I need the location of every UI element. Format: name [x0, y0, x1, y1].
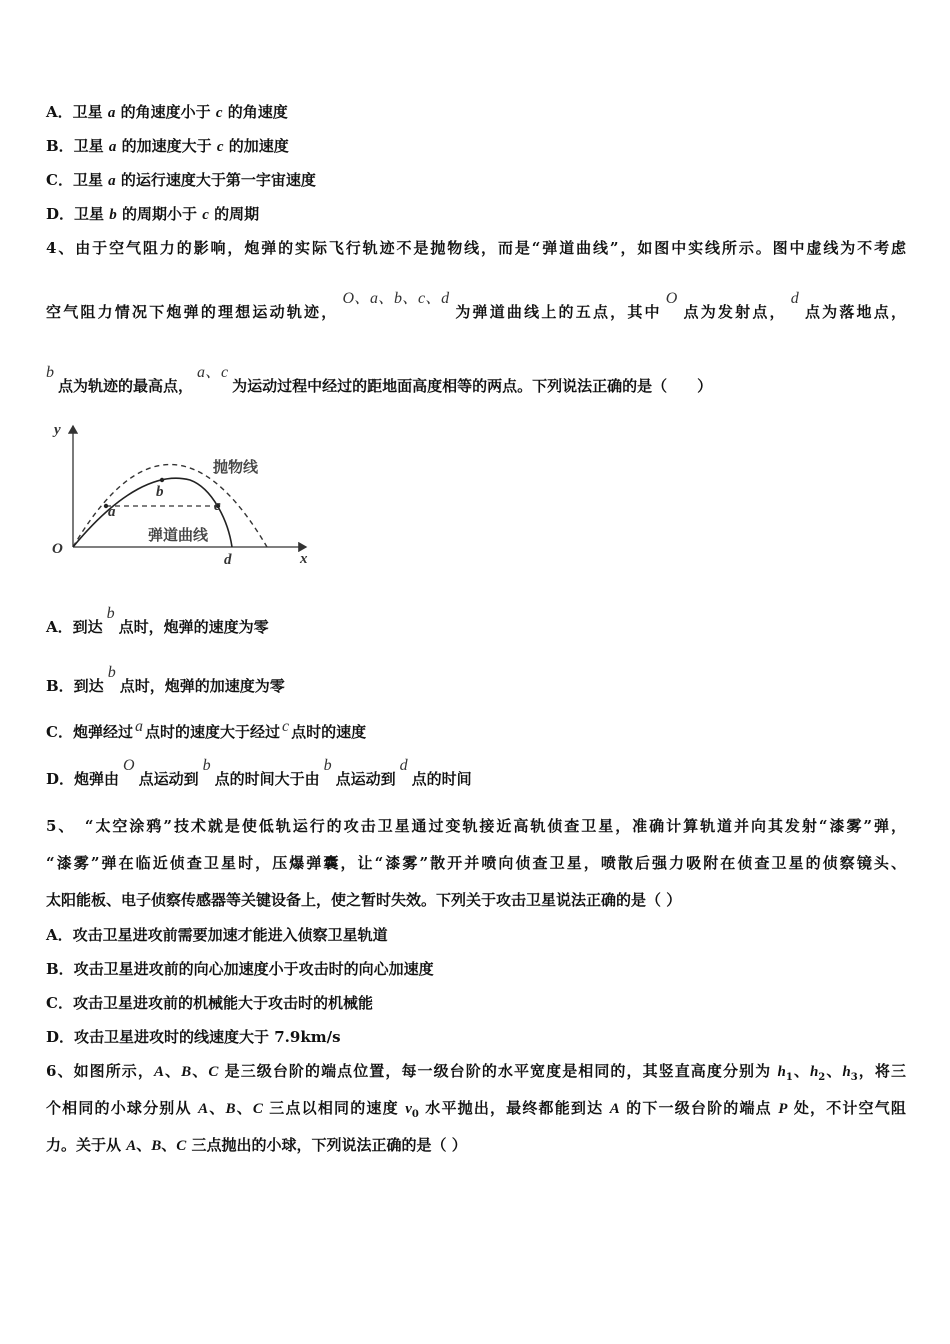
q5-option-c: C．攻击卫星进攻前的机械能大于攻击时的机械能 — [46, 994, 373, 1012]
axis-x-label: x — [300, 551, 308, 567]
q5-stem-line-1: 5、 “太空涂鸦”技术就是使低轨运行的攻击卫星通过变轨接近高轨侦查卫星，准确计算轨道并向其发射“漆雾”弹， — [46, 817, 906, 835]
trajectory-figure — [40, 420, 330, 580]
point-a-label: a — [108, 504, 116, 520]
point-b-label: b — [156, 484, 164, 500]
q4-option-d: D．炮弹由O点运动到b点的时间大于由b点运动到d点的时间 — [46, 757, 472, 788]
q4-option-c: C．炮弹经过 a 点时的速度大于经过 c 点时的速度 — [46, 718, 367, 741]
q4-stem-line-3: b点为轨迹的最高点，a、c为运动过程中经过的距地面高度相等的两点。下列说法正确的是（ ） — [46, 364, 713, 395]
origin-label: O — [52, 541, 63, 557]
ballistic-label: 弹道曲线 — [148, 528, 209, 544]
q4-option-a: A．到达b点时，炮弹的速度为零 — [46, 605, 269, 636]
q6-stem-line-1: 6、如图所示，A、B、C 是三级台阶的端点位置，每一级台阶的水平宽度是相同的，其竖直高度分别为 $h_1$、$h_2$、$h_3$，将三 — [46, 1062, 906, 1083]
q4-stem-line-2: 空气阻力情况下炮弹的理想运动轨迹，O、a、b、c、d为弹道曲线上的五点，其中O点为发射点，d点为落地点， — [46, 290, 906, 321]
q3-option-b: B．卫星 a 的加速度大于 c 的加速度 — [46, 137, 289, 155]
q4-stem-line-1: 4、由于空气阻力的影响，炮弹的实际飞行轨迹不是抛物线，而是“弹道曲线”，如图中实线所示。图中虚线为不考虑 — [46, 239, 906, 257]
q6-stem-line-3: 力。关于从 A、B、C 三点抛出的小球，下列说法正确的是（ ） — [46, 1136, 467, 1154]
q5-stem-line-3: 太阳能板、电子侦察传感器等关键设备上，使之暂时失效。下列关于攻击卫星说法正确的是（ ） — [46, 891, 682, 909]
q5-option-b: B．攻击卫星进攻前的向心加速度小于攻击时的向心加速度 — [46, 960, 434, 978]
point-b-dot — [160, 478, 164, 482]
q5-option-a: A．攻击卫星进攻前需要加速才能进入侦察卫星轨道 — [46, 926, 388, 944]
q3-option-c: C．卫星 a 的运行速度大于第一宇宙速度 — [46, 171, 316, 189]
q4-option-b: B．到达b点时，炮弹的加速度为零 — [46, 664, 285, 695]
parabola-label: 抛物线 — [213, 460, 259, 476]
axis-y-label: y — [54, 422, 61, 438]
q3-option-a: A．卫星 a 的角速度小于 c 的角速度 — [46, 103, 288, 121]
q5-option-d: D．攻击卫星进攻时的线速度大于 7.9km/s — [46, 1028, 341, 1046]
point-d-label: d — [224, 552, 232, 568]
point-c-label: c — [214, 498, 221, 514]
q5-stem-line-2: “漆雾”弹在临近侦查卫星时，压爆弹囊，让“漆雾”散开并喷向侦查卫星，喷散后强力吸附在侦查卫星的侦察镜头、 — [46, 854, 906, 872]
q3-option-d: D．卫星 b 的周期小于 c 的周期 — [46, 205, 260, 223]
q6-stem-line-2: 个相同的小球分别从 A、B、C 三点以相同的速度 $v_0$ 水平抛出，最终都能到达 A 的下一级台阶的端点 P 处，不计空气阻 — [46, 1099, 906, 1120]
